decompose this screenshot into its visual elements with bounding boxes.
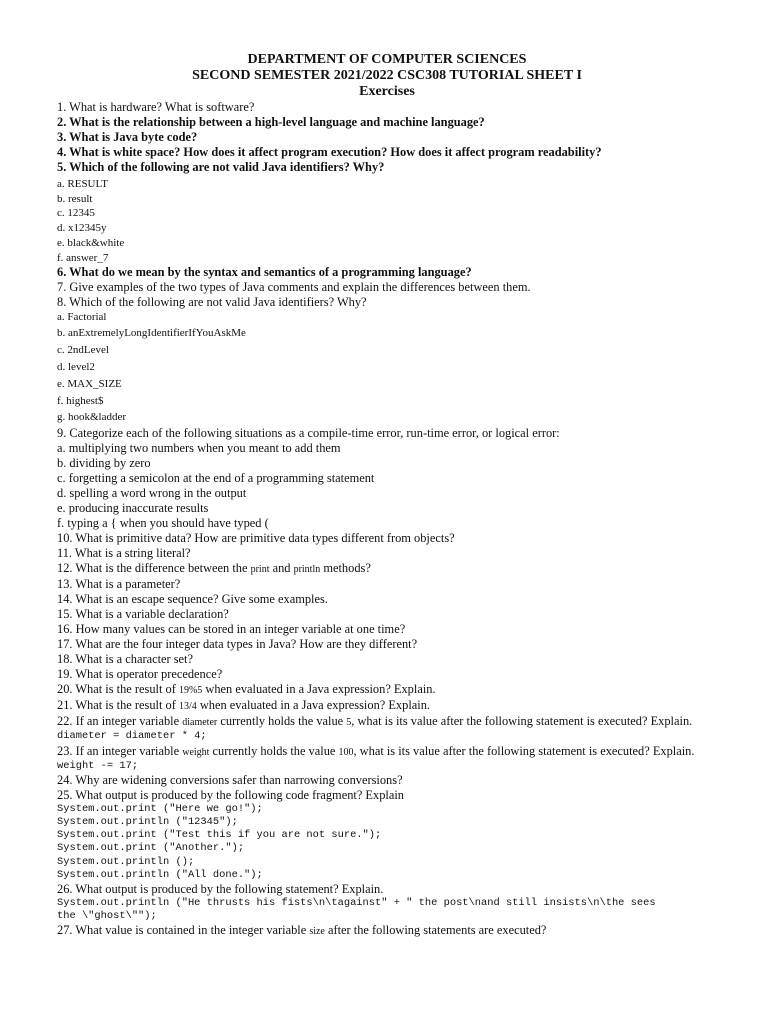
q26-code-line-2: the \"ghost\""); bbox=[57, 910, 157, 923]
question-18: 18. What is a character set? bbox=[57, 652, 194, 667]
question-7: 7. Give examples of the two types of Java comments and explain the differences between them. bbox=[57, 280, 531, 295]
q5-option-a: a. RESULT bbox=[57, 178, 108, 190]
question-9: 9. Categorize each of the following situations as a compile-time error, run-time error, or logical error: bbox=[57, 426, 560, 441]
question-26: 26. What output is produced by the following statement? Explain. bbox=[57, 881, 384, 896]
question-2: 2. What is the relationship between a high-level language and machine language? bbox=[57, 115, 485, 129]
question-22 bbox=[57, 714, 717, 730]
q9-option-b: b. dividing by zero bbox=[57, 456, 151, 471]
q5-option-c: c. 12345 bbox=[57, 207, 95, 220]
q25-code-line-6: System.out.println ("All done."); bbox=[57, 868, 263, 881]
q27-variable: size bbox=[309, 926, 325, 938]
q8-option-b: b. anExtremelyLongIdentifierIfYouAskMe bbox=[57, 326, 246, 339]
q22-text-pre: 22. If an integer variable bbox=[57, 714, 183, 729]
question-15: 15. What is a variable declaration? bbox=[57, 607, 229, 622]
q8-option-f: f. highest$ bbox=[57, 394, 104, 407]
semester-heading: SECOND SEMESTER 2021/2022 CSC308 TUTORIAL SHEET I bbox=[192, 68, 582, 83]
q9-option-f: f. typing a { when you should have typed ( bbox=[57, 516, 269, 531]
q21-expression: 13/4 bbox=[178, 701, 197, 713]
q23-text-pre: 23. If an integer variable bbox=[57, 743, 183, 758]
question-17: 17. What are the four integer data types in Java? How are they different? bbox=[57, 637, 418, 652]
question-16: 16. How many values can be stored in an integer variable at one time? bbox=[57, 622, 406, 637]
tutorial-sheet bbox=[57, 52, 717, 939]
q26-code-line-1: System.out.println ("He thrusts his fists\n\tagainst" + " the post\nand still insists\n\the sees bbox=[57, 896, 656, 909]
q8-option-e: e. MAX_SIZE bbox=[57, 377, 122, 390]
q5-option-e: e. black&white bbox=[57, 236, 125, 249]
q8-option-g: g. hook&ladder bbox=[57, 411, 127, 424]
q23-value: 100 bbox=[338, 746, 354, 758]
question-4: 4. What is white space? How does it affect program execution? How does it affect program readability? bbox=[57, 145, 602, 159]
question-8: 8. Which of the following are not valid Java identifiers? Why? bbox=[57, 295, 367, 310]
q25-code-line-1: System.out.print ("Here we go!"); bbox=[57, 802, 263, 815]
q12-println-keyword: println bbox=[293, 564, 321, 576]
q20-text-pre: 20. What is the result of bbox=[57, 682, 179, 697]
q25-code-line-4: System.out.print ("Another."); bbox=[57, 842, 245, 855]
exercises-heading: Exercises bbox=[359, 84, 415, 99]
q12-text-mid: and bbox=[269, 561, 294, 576]
q5-option-f: f. answer_7 bbox=[57, 251, 109, 264]
question-14: 14. What is an escape sequence? Give some examples. bbox=[57, 592, 328, 607]
q12-text-pre: 12. What is the difference between the bbox=[57, 561, 251, 576]
question-21 bbox=[57, 698, 717, 714]
q22-value: 5 bbox=[346, 717, 352, 729]
question-3: 3. What is Java byte code? bbox=[57, 130, 198, 144]
q22-variable: diameter bbox=[182, 717, 218, 729]
question-25: 25. What output is produced by the following code fragment? Explain bbox=[57, 787, 404, 802]
q20-text-post: when evaluated in a Java expression? Explain. bbox=[202, 682, 436, 697]
question-13: 13. What is a parameter? bbox=[57, 577, 181, 592]
q22-code: diameter = diameter * 4; bbox=[57, 730, 207, 743]
q23-text-mid: currently holds the value bbox=[209, 743, 339, 758]
department-heading: DEPARTMENT OF COMPUTER SCIENCES bbox=[247, 52, 527, 67]
q9-option-d: d. spelling a word wrong in the output bbox=[57, 486, 247, 501]
question-19: 19. What is operator precedence? bbox=[57, 667, 223, 682]
q27-text-post: after the following statements are executed? bbox=[324, 923, 547, 938]
q5-option-b: b. result bbox=[57, 192, 93, 205]
q27-text-pre: 27. What value is contained in the integer variable bbox=[57, 923, 310, 938]
q9-option-e: e. producing inaccurate results bbox=[57, 501, 209, 516]
q9-option-c: c. forgetting a semicolon at the end of a programming statement bbox=[57, 471, 375, 486]
q21-text-pre: 21. What is the result of bbox=[57, 698, 179, 713]
q21-text-post: when evaluated in a Java expression? Explain. bbox=[196, 698, 430, 713]
q8-option-d: d. level2 bbox=[57, 360, 95, 373]
q25-code-line-2: System.out.println ("12345"); bbox=[57, 815, 238, 828]
question-24: 24. Why are widening conversions safer than narrowing conversions? bbox=[57, 772, 403, 787]
question-20 bbox=[57, 682, 717, 698]
question-10: 10. What is primitive data? How are primitive data types different from objects? bbox=[57, 531, 455, 546]
question-1: 1. What is hardware? What is software? bbox=[57, 100, 255, 114]
q9-option-a: a. multiplying two numbers when you meant to add them bbox=[57, 441, 341, 456]
q25-code-line-5: System.out.println (); bbox=[57, 855, 195, 868]
question-6: 6. What do we mean by the syntax and semantics of a programming language? bbox=[57, 265, 472, 280]
q12-text-post: methods? bbox=[320, 561, 371, 576]
question-11: 11. What is a string literal? bbox=[57, 546, 191, 561]
q22-text-mid: currently holds the value bbox=[217, 714, 347, 729]
q23-code: weight -= 17; bbox=[57, 759, 139, 772]
q22-text-post: , what is its value after the following statement is executed? Explain. bbox=[351, 714, 693, 729]
q8-option-c: c. 2ndLevel bbox=[57, 343, 109, 356]
q8-option-a: a. Factorial bbox=[57, 311, 107, 324]
question-12 bbox=[57, 561, 717, 577]
q25-code-line-3: System.out.print ("Test this if you are not sure."); bbox=[57, 829, 382, 842]
q23-variable: weight bbox=[182, 746, 210, 758]
q5-option-d: d. x12345y bbox=[57, 222, 107, 235]
question-27 bbox=[57, 923, 717, 939]
q23-text-post: , what is its value after the following statement is executed? Explain. bbox=[353, 743, 695, 758]
q12-print-keyword: print bbox=[250, 564, 270, 576]
question-5: 5. Which of the following are not valid Java identifiers? Why? bbox=[57, 160, 385, 174]
question-23 bbox=[57, 744, 717, 760]
q20-expression: 19%5 bbox=[178, 685, 203, 697]
